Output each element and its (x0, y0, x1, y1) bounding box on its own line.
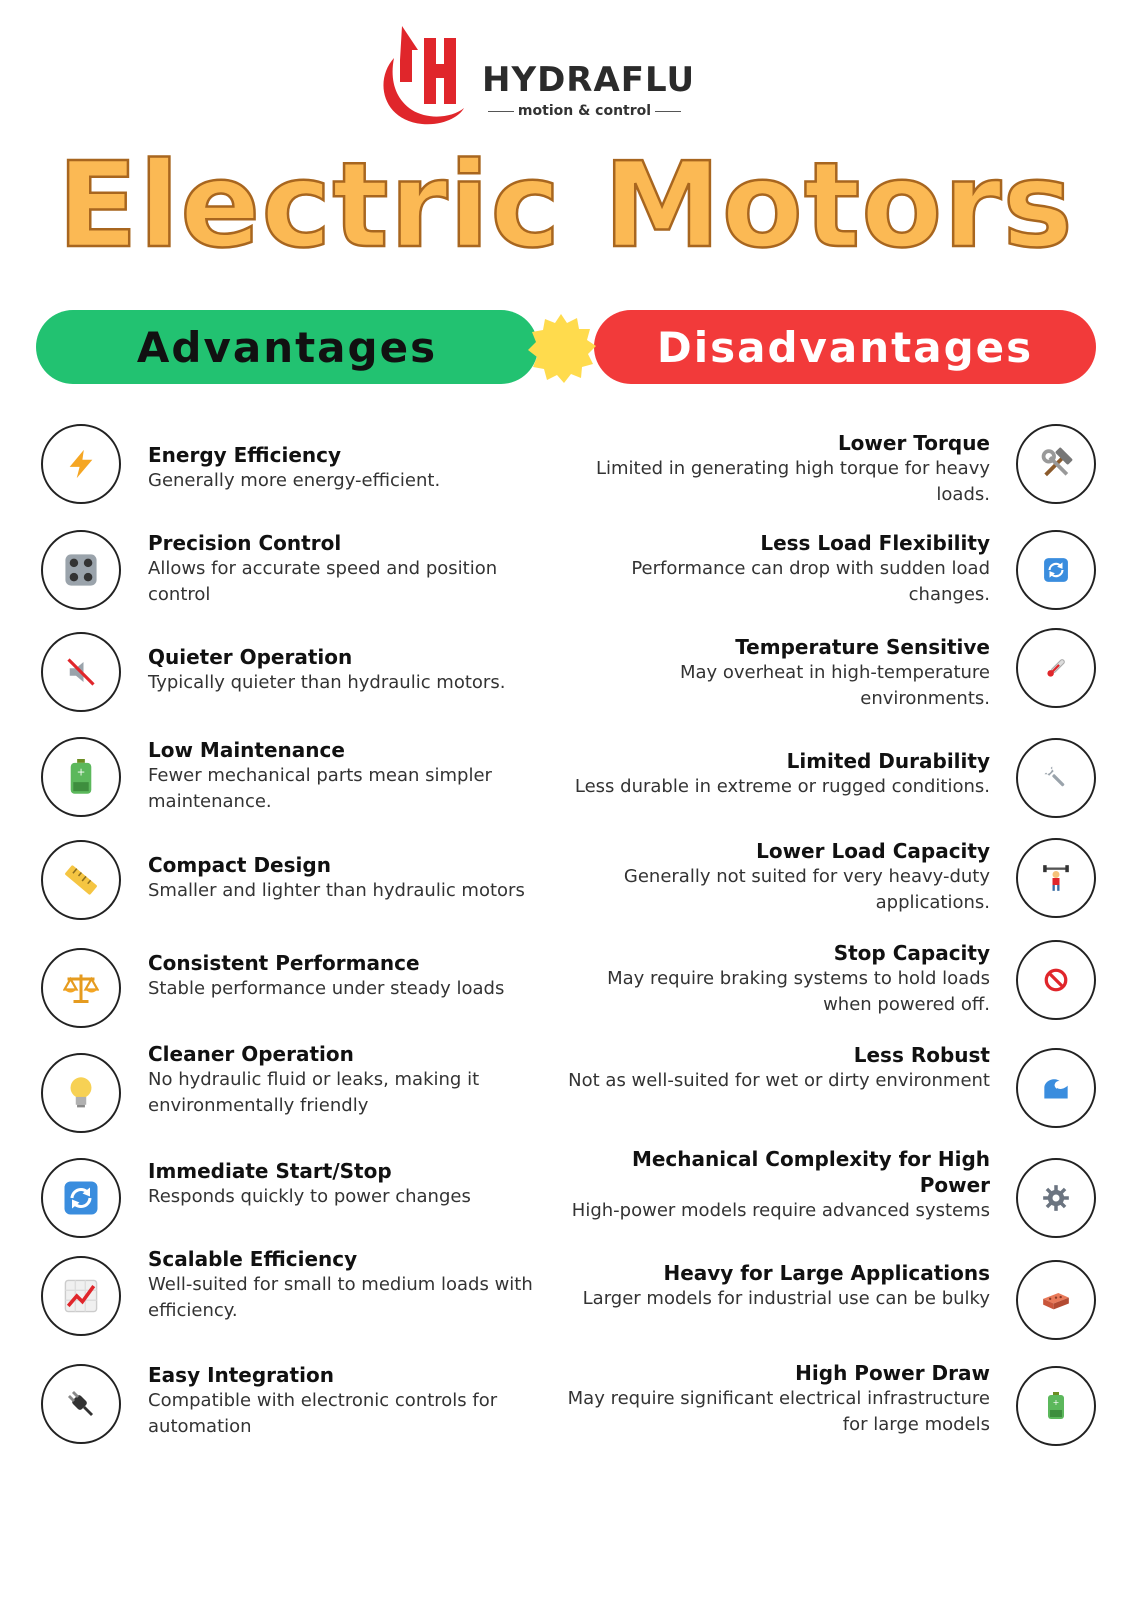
disadvantage-desc: Generally not suited for very heavy-duty applications. (623, 866, 990, 913)
battery-icon (41, 737, 121, 817)
disadvantage-desc: May overheat in high-temperature environments. (679, 662, 990, 709)
advantage-desc: Typically quieter than hydraulic motors. (148, 672, 506, 693)
lightning-icon (41, 424, 121, 504)
weightlifter-icon (1016, 838, 1096, 918)
badge-star-icon (526, 314, 596, 384)
advantage-title: Scalable Efficiency (148, 1247, 358, 1271)
advantage-title: Precision Control (148, 531, 342, 555)
advantage-desc: Generally more energy-efficient. (148, 470, 441, 491)
advantage-desc: Responds quickly to power changes (148, 1186, 471, 1207)
disadvantage-desc: May require significant electrical infrastructure for large models (567, 1388, 990, 1435)
thermometer-icon (1016, 628, 1096, 708)
brand-tagline-text: motion & control (517, 103, 652, 119)
disadvantage-title: Lower Torque (837, 431, 990, 455)
advantage-title: Consistent Performance (148, 951, 420, 975)
disadvantage-desc: High-power models require advanced systems (571, 1200, 990, 1221)
disadvantage-desc: Larger models for industrial use can be bulky (582, 1288, 990, 1309)
disadvantage-desc: May require braking systems to hold loads when powered off. (607, 968, 990, 1015)
brand-logo (372, 20, 702, 130)
wave-icon (1016, 1048, 1096, 1128)
battery-icon (1016, 1366, 1096, 1446)
advantage-title: Low Maintenance (148, 738, 345, 762)
brand-name: HYDRAFLU (482, 60, 696, 100)
advantage-title: Immediate Start/Stop (148, 1159, 392, 1183)
muted-speaker-icon (41, 632, 121, 712)
disadvantage-title: High Power Draw (795, 1361, 990, 1385)
advantage-title: Compact Design (148, 853, 331, 877)
hammer-wrench-icon (1016, 424, 1096, 504)
advantage-desc: Well-suited for small to medium loads with efficiency. (148, 1274, 533, 1321)
disadvantages-header: Disadvantages (594, 310, 1096, 384)
plug-icon (41, 1364, 121, 1444)
advantage-desc: Allows for accurate speed and position control (148, 558, 498, 605)
advantage-title: Quieter Operation (148, 645, 353, 669)
lightbulb-icon (41, 1053, 121, 1133)
advantage-desc: Fewer mechanical parts mean simpler maintenance. (148, 765, 492, 812)
svg-text:+: + (76, 766, 86, 779)
disadvantage-desc: Not as well-suited for wet or dirty environment (568, 1070, 990, 1091)
advantage-desc: No hydraulic fluid or leaks, making it environmentally friendly (148, 1069, 480, 1116)
disadvantage-title: Stop Capacity (833, 941, 990, 965)
disadvantage-desc: Less durable in extreme or rugged conditions. (574, 776, 990, 797)
ruler-icon (41, 840, 121, 920)
advantage-title: Energy Efficiency (148, 443, 342, 467)
gear-icon (1016, 1158, 1096, 1238)
prohibited-icon (1016, 940, 1096, 1020)
advantage-title: Easy Integration (148, 1363, 334, 1387)
disadvantage-desc: Limited in generating high torque for heavy loads. (595, 458, 990, 505)
brand-tagline (482, 103, 687, 119)
disadvantage-title: Less Robust (853, 1043, 990, 1067)
balance-scale-icon (41, 948, 121, 1028)
refresh-icon (41, 1158, 121, 1238)
trend-chart-icon (41, 1256, 121, 1336)
hydraflu-logo-icon (372, 20, 472, 130)
advantage-desc: Smaller and lighter than hydraulic motors (148, 880, 525, 901)
refresh-icon (1016, 530, 1096, 610)
brick-icon (1016, 1260, 1096, 1340)
disadvantage-title: Mechanical Complexity for High Power (631, 1147, 990, 1197)
disadvantage-title: Limited Durability (786, 749, 990, 773)
disadvantage-title: Temperature Sensitive (735, 635, 990, 659)
wrench-icon (1016, 738, 1096, 818)
advantage-desc: Compatible with electronic controls for automation (148, 1390, 498, 1437)
disadvantage-title: Lower Load Capacity (756, 839, 990, 863)
disadvantage-title: Less Load Flexibility (760, 531, 990, 555)
advantages-header: Advantages (36, 310, 538, 384)
disadvantage-title: Heavy for Large Applications (663, 1261, 990, 1285)
control-knobs-icon (41, 530, 121, 610)
advantage-desc: Stable performance under steady loads (148, 978, 505, 999)
page-title: Electric Motors (57, 136, 1074, 274)
svg-text:+: + (1052, 1398, 1060, 1407)
disadvantage-desc: Performance can drop with sudden load changes. (631, 558, 990, 605)
advantage-title: Cleaner Operation (148, 1042, 354, 1066)
